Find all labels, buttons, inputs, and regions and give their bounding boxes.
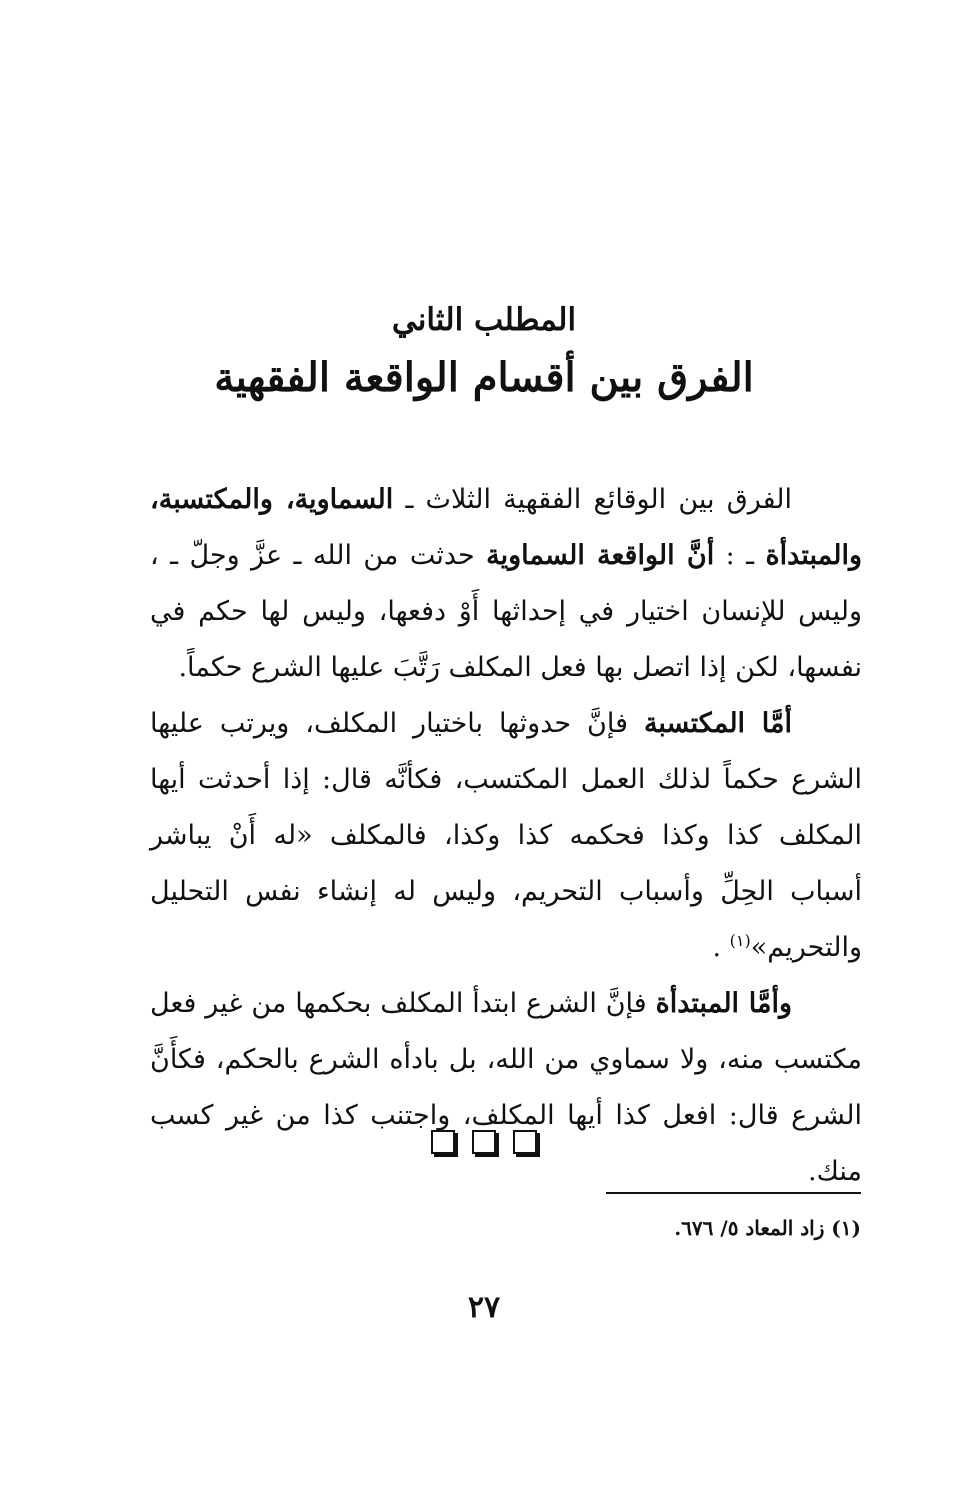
page-number: ٢٧ bbox=[467, 1290, 501, 1325]
footnote: (١) زاد المعاد ٥/ ٦٧٦. bbox=[674, 1216, 861, 1240]
p2-acquired: أمَّا المكتسبة bbox=[643, 708, 792, 739]
footnote-ref[interactable]: (١) bbox=[729, 931, 751, 950]
p2-body: فإنَّ حدوثها باختيار المكلف، ويرتب عليها الشرع حكماً لذلك العمل المكتسب، فكأنَّه قال: إذا أحدثت أيها المكلف كذا وكذا فحكمه كذا وكذا، فالمكلف «له أَنْ يباشر أسباب الحِلِّ وأسباب التحريم، وليس له إنشاء نفس التحليل والتحريم» bbox=[150, 708, 862, 963]
section-separator bbox=[0, 1130, 968, 1154]
p3-initiated: وأمَّا المبتدأة bbox=[655, 988, 792, 1019]
paragraph-3 bbox=[150, 976, 862, 1200]
p1-body: حدثت من الله ـ عزَّ وجلّ ـ ، وليس للإنسان اختيار في إحداثها أَوْ دفعها، وليس لها حكم في نفسها، لكن إذا اتصل بها فعل المكلف رَتَّبَ عليها الشرع حكماً. bbox=[150, 540, 862, 683]
paragraph-1 bbox=[150, 472, 862, 696]
p3-body: فإنَّ الشرع ابتدأ المكلف بحكمها من غير فعل مكتسب منه، ولا سماوي من الله، بل بادأه الشرع بالحكم، فكأَنَّ الشرع قال: افعل كذا أيها المكلف، واجتنب كذا من غير كسب منك. bbox=[150, 988, 862, 1187]
p2-end: . bbox=[712, 932, 730, 963]
p1-dash: ـ : bbox=[714, 540, 766, 571]
square-ornament-icon bbox=[472, 1130, 496, 1154]
p1-categories: السماوية، والمكتسبة، والمبتدأة bbox=[150, 484, 862, 571]
p1-intro: الفرق بين الوقائع الفقهية الثلاث ـ bbox=[393, 484, 792, 515]
square-ornament-icon bbox=[431, 1130, 455, 1154]
section-subtitle: المطلب الثاني bbox=[391, 302, 577, 338]
footnote-divider bbox=[606, 1192, 861, 1194]
paragraph-2 bbox=[150, 696, 862, 976]
section-title: الفرق بين أقسام الواقعة الفقهية bbox=[214, 354, 754, 401]
square-ornament-icon bbox=[513, 1130, 537, 1154]
body-text bbox=[150, 472, 862, 1200]
p1-heavenly: أنَّ الواقعة السماوية bbox=[486, 540, 715, 571]
